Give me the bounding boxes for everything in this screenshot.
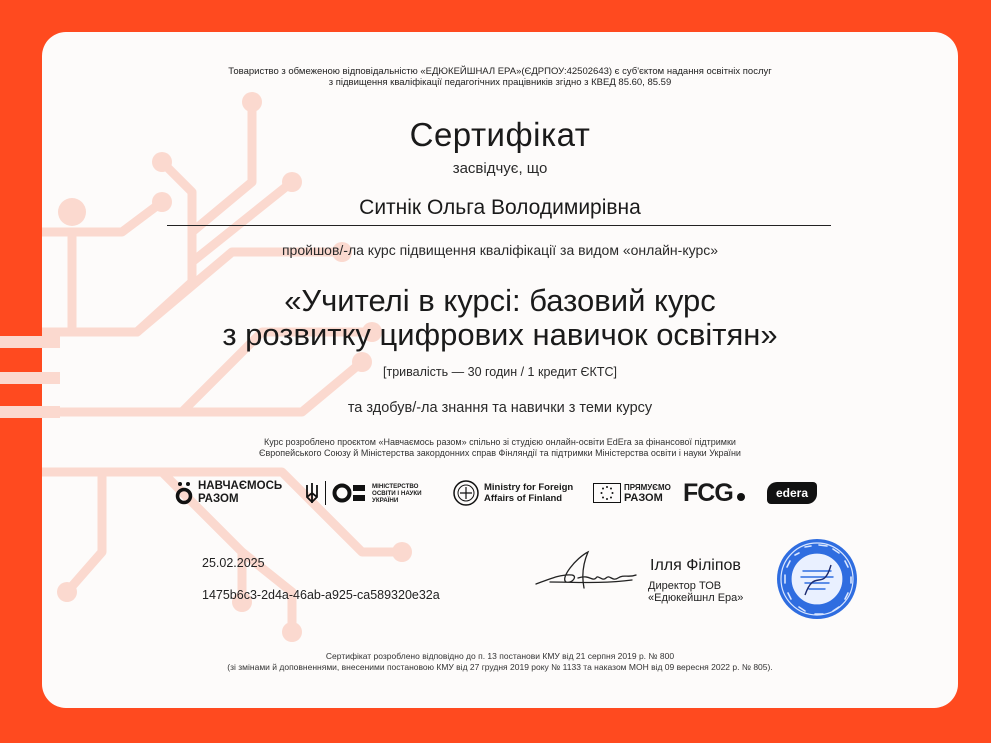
pryamuyemo-razom-logo	[593, 476, 671, 510]
navchaemos-text-2: РАЗОМ	[198, 493, 239, 505]
signature-image	[532, 548, 640, 596]
certificate-card	[42, 32, 958, 708]
certificate-id: 1475b6c3-2d4a-46ab-a925-ca589320e32a	[202, 588, 440, 602]
provider-header-line1: Товариство з обмеженою відповідальністю «ЕДЮКЕЙШНАЛ ЕРА»(ЄДРПОУ:42502643) є суб'єктом надання освітніх послуг	[228, 66, 772, 77]
pryamuyemo-text-2: РАЗОМ	[624, 492, 663, 504]
eu-flag-icon	[593, 483, 621, 503]
acquired-text: та здобув/-ла знання та навички з теми курсу	[347, 400, 653, 416]
recipient-underline	[167, 225, 831, 226]
signer-role-line1: Директор ТОВ	[648, 580, 722, 592]
issue-date: 25.02.2025	[202, 556, 265, 570]
course-title	[42, 284, 958, 352]
edera-text: edera	[767, 482, 817, 504]
passed-text: пройшов/-ла курс підвищення кваліфікації за видом «онлайн-курс»	[281, 242, 719, 258]
stripe-decoration	[0, 300, 60, 430]
pryamuyemo-text-1: ПРЯМУЄМО	[624, 483, 671, 492]
signer-role	[648, 580, 743, 604]
provider-header-line2: з підвищення кваліфікації педагогічних працівників згідно з КВЕД 85.60, 85.59	[328, 77, 672, 88]
trident-icon	[305, 482, 319, 504]
legal-footer-line1: Сертифікат розроблено відповідно до п. 13 постанови КМУ від 21 серпня 2019 р. № 800	[325, 651, 675, 661]
navchaemos-razom-logo	[175, 476, 282, 510]
partner-logos	[175, 476, 825, 510]
developed-note	[42, 437, 958, 459]
official-stamp	[775, 537, 859, 621]
signer-role-line2: «Едюкейшнл Ера»	[648, 592, 744, 604]
legal-footer	[42, 651, 958, 673]
finland-mfa-logo	[453, 476, 573, 510]
developed-note-line2: Європейського Союзу й Міністерства закордонних справ Фінляндії та підтримки Міністерства освіти і науки України	[259, 448, 741, 458]
developed-note-line1: Курс розроблено проєктом «Навчаємось разом» спільно зі студією онлайн-освіти EdEra за фінансової підтримки	[264, 437, 736, 447]
mon-text-1: МІНІСТЕРСТВО	[372, 482, 419, 490]
course-title-line2: з розвитку цифрових навичок освітян»	[222, 317, 778, 352]
finland-text-2: Affairs of Finland	[484, 493, 563, 504]
fcg-text: FCG	[683, 478, 733, 507]
finland-text-1: Ministry for Foreign	[484, 482, 574, 493]
mon-symbol-icon	[332, 482, 368, 504]
certificate-title: Сертифікат	[409, 116, 591, 153]
signer-name: Ілля Філіпов	[650, 557, 741, 574]
finland-emblem-icon	[453, 480, 479, 506]
edera-logo	[767, 476, 817, 510]
course-duration: [тривалість — 30 годин / 1 кредит ЄКТС]	[383, 365, 617, 379]
fcg-logo	[683, 476, 745, 510]
recipient-name: Ситнік Ольга Володимирівна	[359, 196, 641, 219]
mon-text-2: ОСВІТИ І НАУКИ	[372, 489, 422, 497]
mon-text-3: УКРАЇНИ	[372, 496, 399, 504]
fcg-dot-icon	[737, 493, 745, 501]
navchaemos-text-1: НАВЧАЄМОСЬ	[198, 480, 283, 492]
legal-footer-line2: (зі змінами й доповненнями, внесеними постановою КМУ від 27 грудня 2019 року № 1133 та наказом МОН від 09 вересня 2022 р. № 805).	[227, 662, 773, 672]
navchaemos-mark-icon	[175, 481, 193, 505]
course-title-line1: «Учителі в курсі: базовий курс	[284, 283, 716, 318]
certifies-text: засвідчує, що	[452, 160, 548, 177]
provider-header	[42, 66, 958, 88]
mon-logo	[305, 476, 422, 510]
